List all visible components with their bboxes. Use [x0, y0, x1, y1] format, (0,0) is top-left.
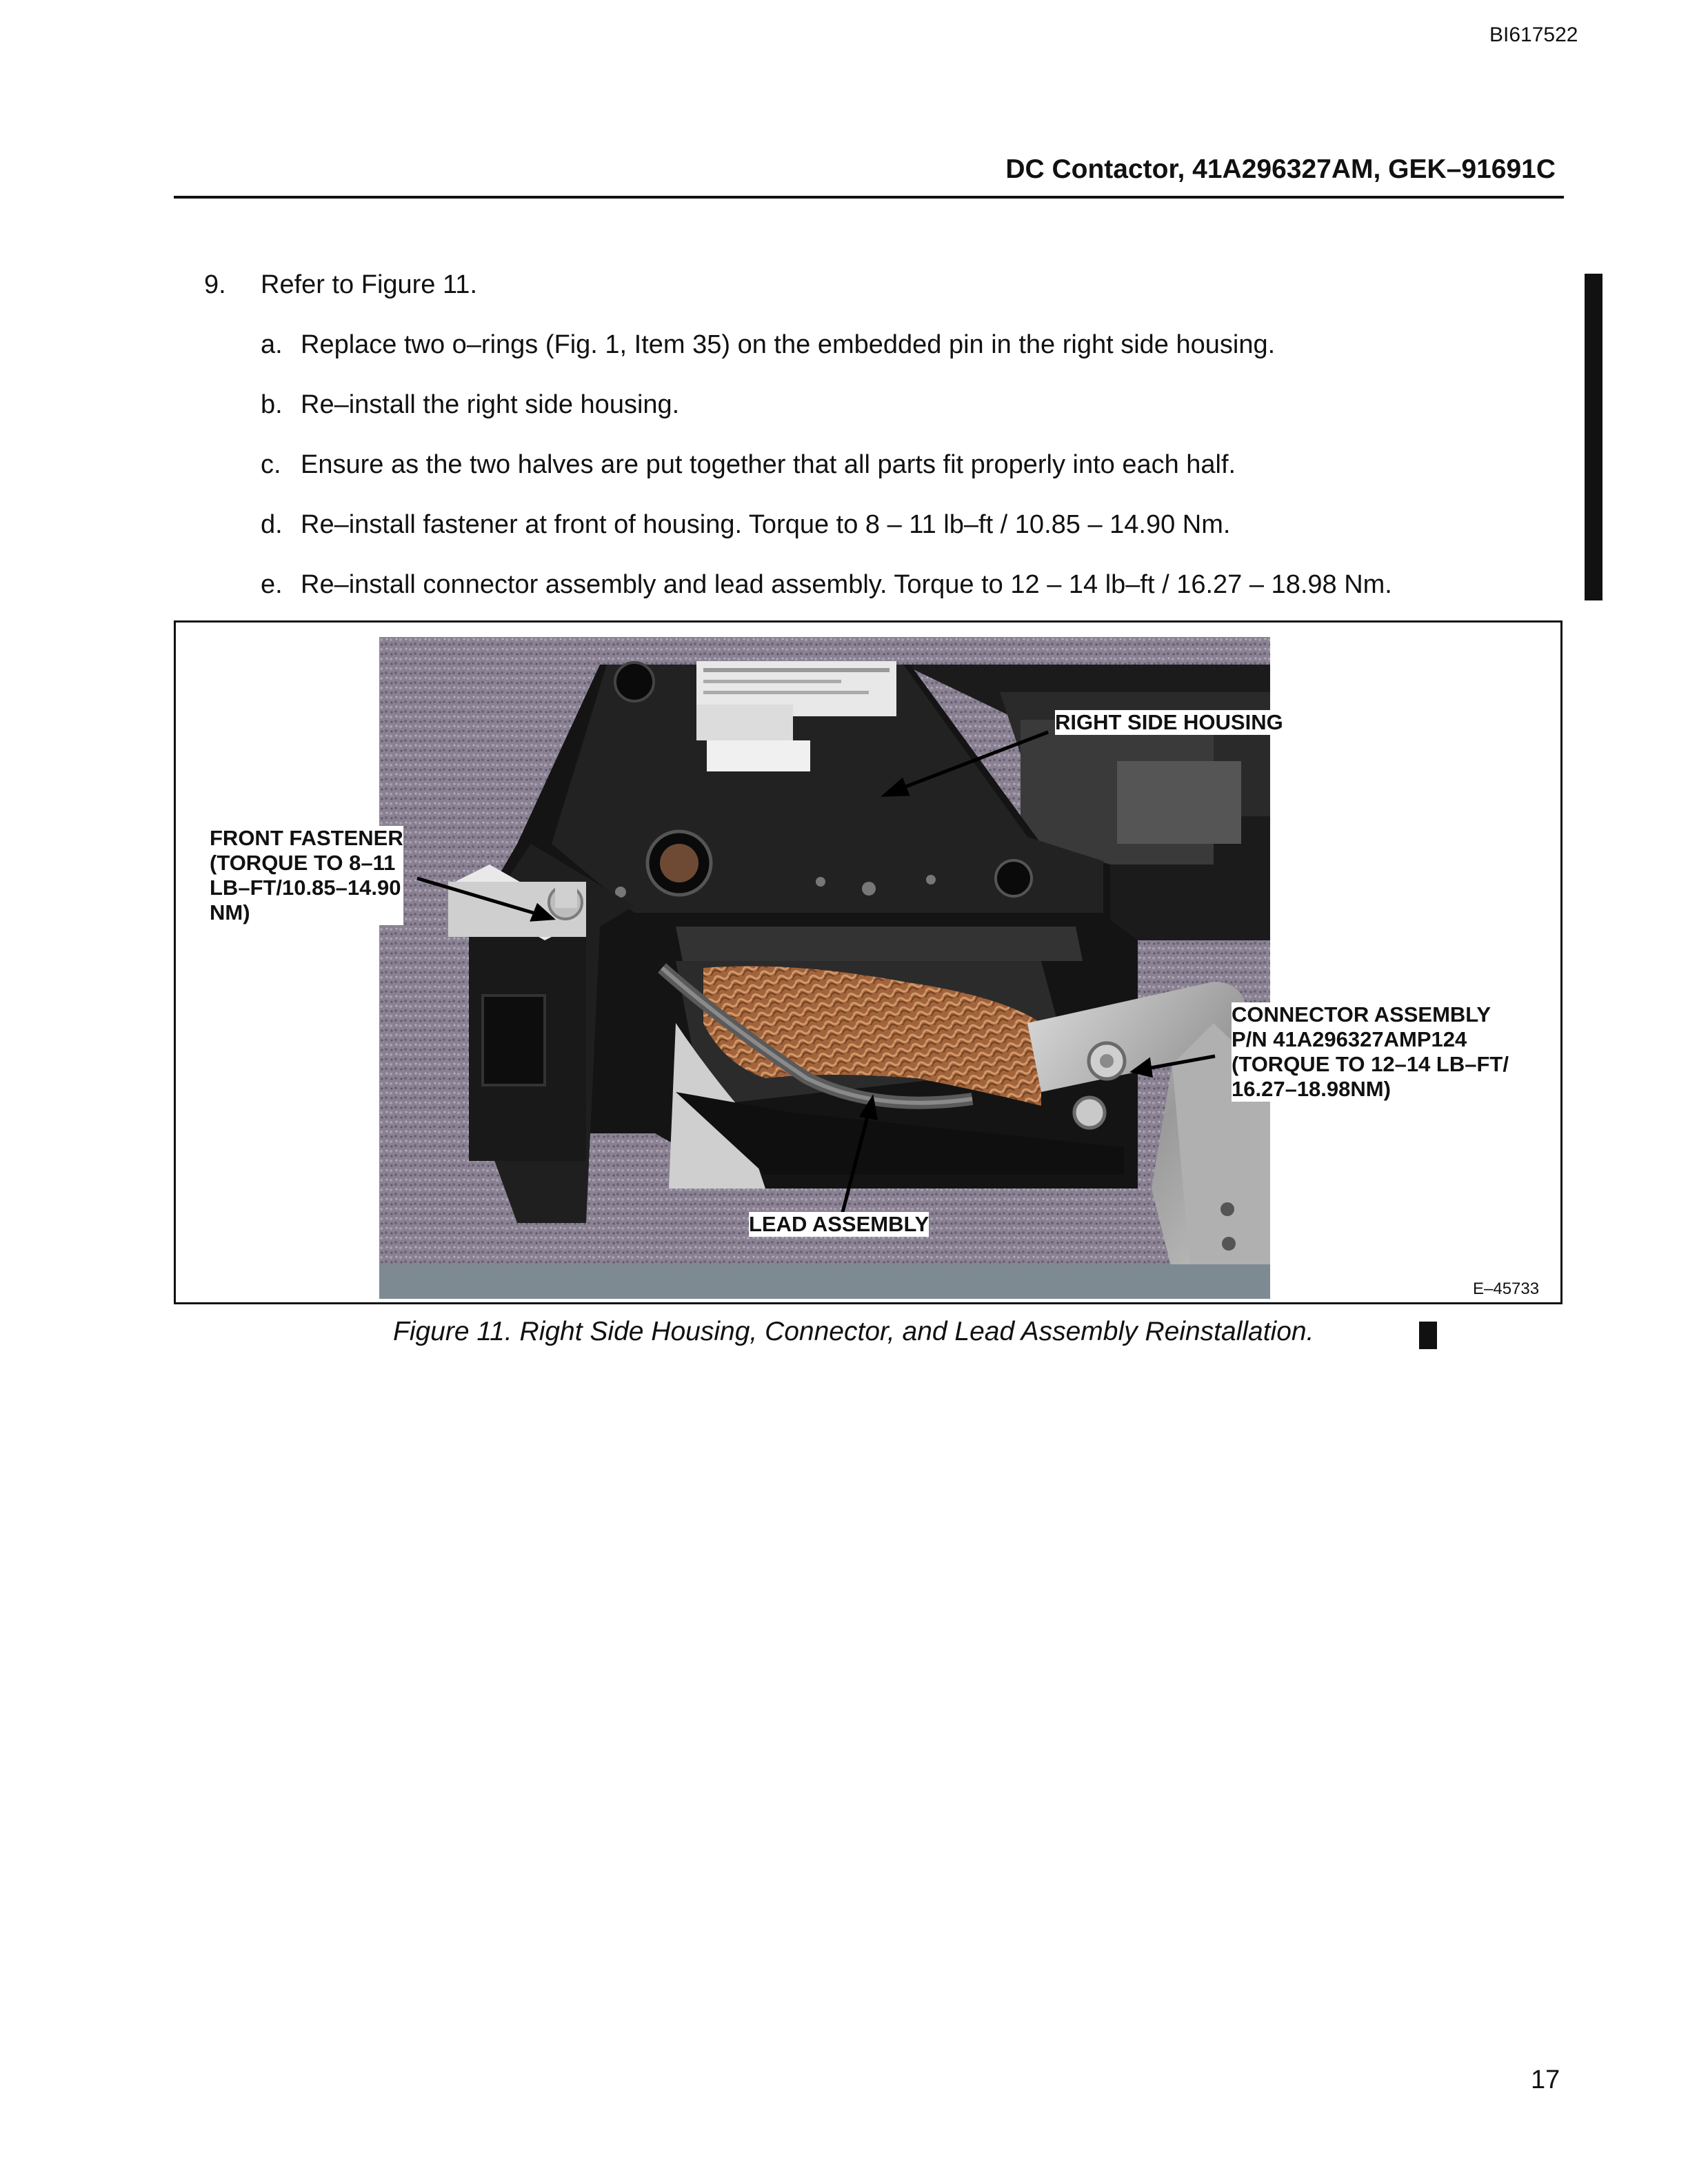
contactor-photo	[379, 637, 1270, 1299]
substep-text: Re–install connector assembly and lead assembly. Torque to 12 – 14 lb–ft / 16.27 – 18.98 Nm.	[301, 570, 1392, 599]
substep-letter: a.	[261, 330, 283, 359]
callout-lead-assembly: LEAD ASSEMBLY	[749, 1212, 930, 1236]
callout-line: CONNECTOR ASSEMBLY	[1232, 1002, 1491, 1027]
page-number: 17	[1531, 2065, 1560, 2094]
callout-line: LB–FT/10.85–14.90	[210, 876, 401, 900]
figure-code: E–45733	[1473, 1280, 1540, 1298]
callout-line: (TORQUE TO 8–11	[210, 851, 396, 875]
substep-text: Replace two o–rings (Fig. 1, Item 35) on the embedded pin in the right side housing.	[301, 330, 1276, 359]
substep-b	[261, 390, 679, 420]
document-id: BI617522	[1489, 23, 1578, 46]
substep-a	[261, 330, 1275, 360]
callout-front-fastener	[210, 826, 403, 925]
substep-letter: d.	[261, 510, 283, 539]
substep-e	[261, 570, 1392, 600]
callout-line: NM)	[210, 900, 250, 924]
callout-line: FRONT FASTENER	[210, 826, 403, 850]
step-text: Refer to Figure 11.	[261, 270, 478, 299]
step-number: 9.	[204, 270, 226, 299]
substep-text: Ensure as the two halves are put together that all parts fit properly into each half.	[301, 450, 1236, 479]
change-bar	[1419, 1322, 1437, 1349]
substep-letter: c.	[261, 450, 281, 479]
callout-line: P/N 41A296327AMP124	[1232, 1027, 1467, 1051]
callout-line: (TORQUE TO 12–14 LB–FT/	[1232, 1052, 1509, 1076]
substep-letter: e.	[261, 570, 283, 599]
callout-line: 16.27–18.98NM)	[1232, 1077, 1391, 1101]
figure-caption: Figure 11. Right Side Housing, Connector, and Lead Assembly Reinstallation.	[393, 1317, 1314, 1346]
callout-right-side-housing: RIGHT SIDE HOUSING	[1055, 710, 1283, 734]
change-bar	[1585, 274, 1602, 600]
substep-text: Re–install the right side housing.	[301, 390, 680, 419]
substep-text: Re–install fastener at front of housing. Torque to 8 – 11 lb–ft / 10.85 – 14.90 Nm.	[301, 510, 1231, 539]
substep-c	[261, 450, 1236, 480]
page-header-title: DC Contactor, 41A296327AM, GEK–91691C	[1005, 154, 1556, 184]
header-rule	[174, 196, 1564, 199]
callout-connector-assembly	[1232, 1002, 1509, 1102]
substep-d	[261, 510, 1230, 540]
substep-letter: b.	[261, 390, 283, 419]
